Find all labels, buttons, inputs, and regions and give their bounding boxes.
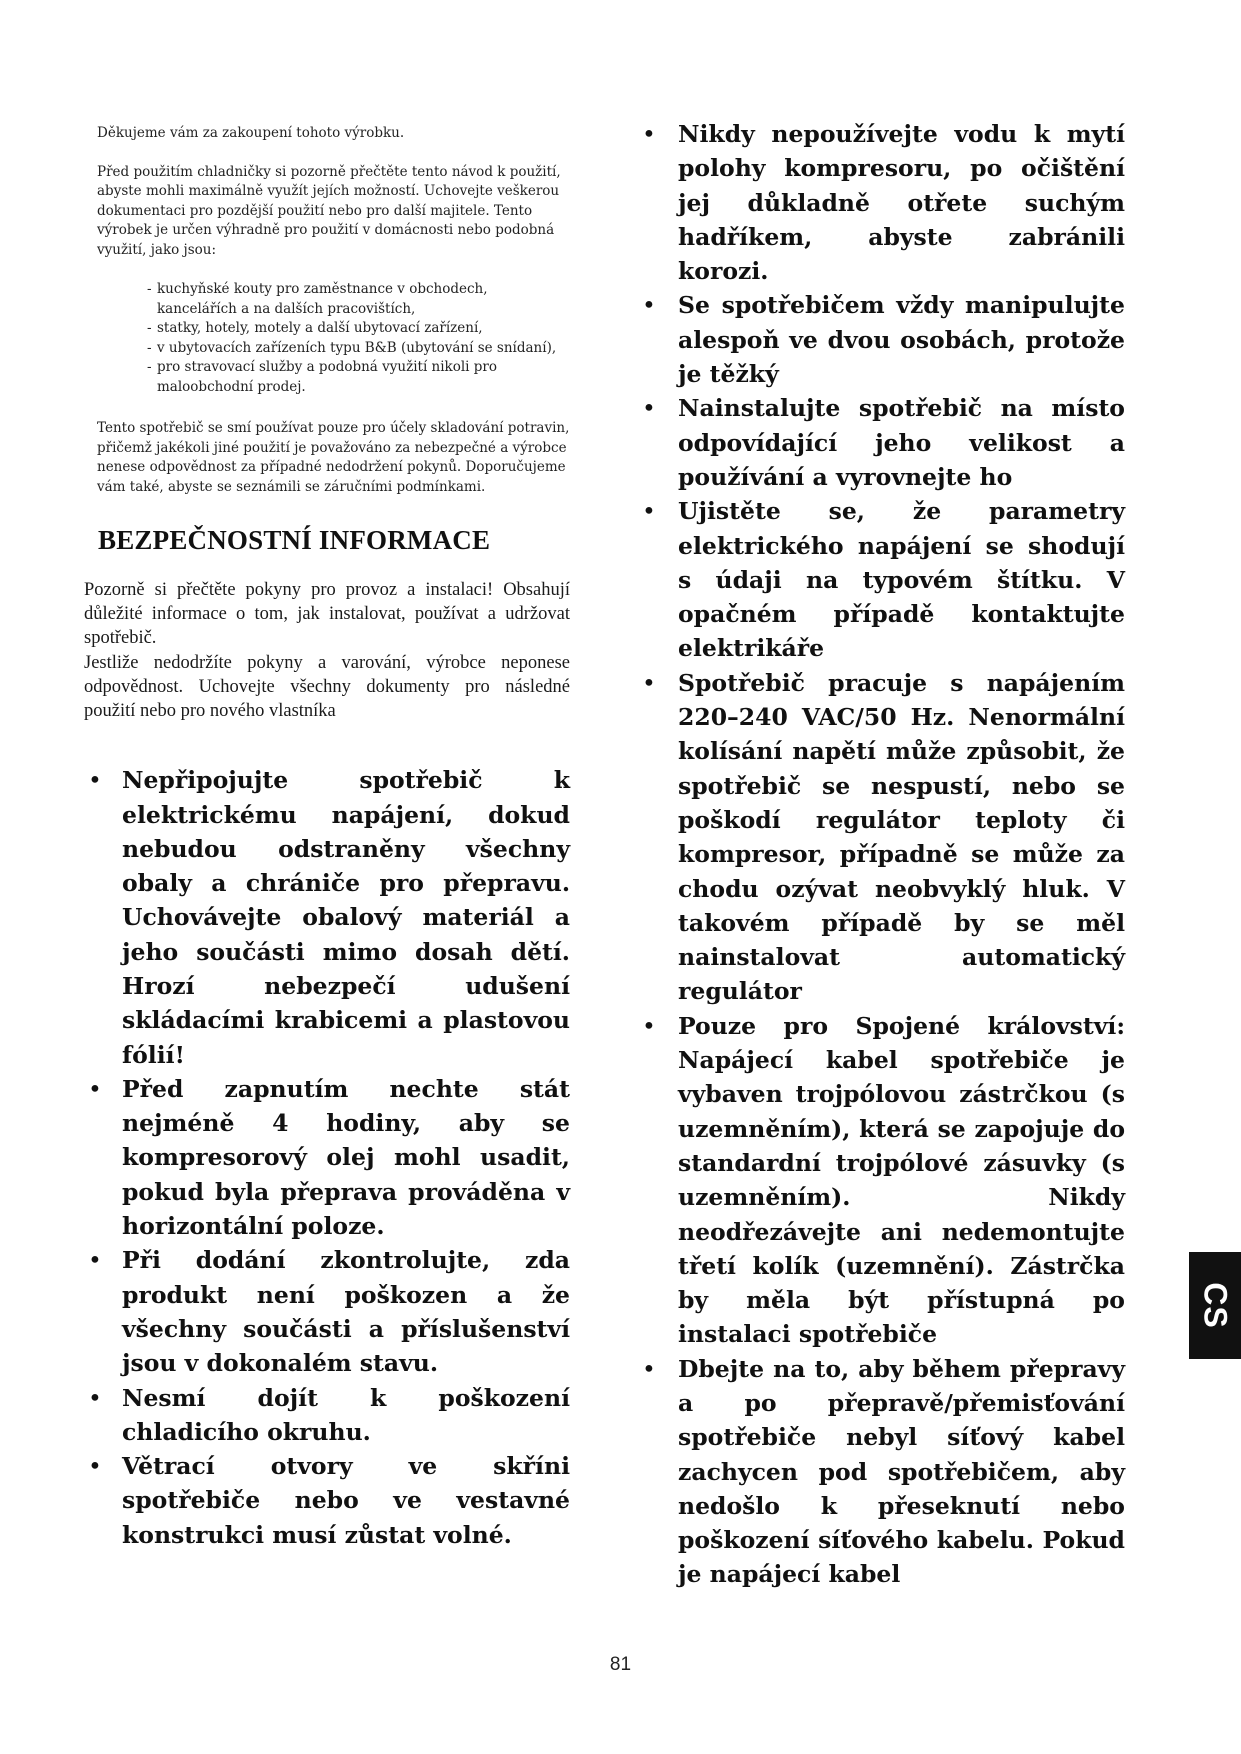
safety-paragraph-2: Jestliže nedodržíte pokyny a varování, výrobce neponese odpovědnost. Uchovejte všechny dokumenty pro následné použití nebo pro nového vlastníka [84, 652, 570, 722]
left-column [84, 124, 570, 1552]
list-item: • Nesmí dojít k poškození chladicího okruhu. [84, 1381, 570, 1450]
list-item: • Větrací otvory ve skříni spotřebiče nebo ve vestavné konstrukci musí zůstat volné. [84, 1449, 570, 1552]
safety-paragraph-1: Pozorně si přečtěte pokyny pro provoz a instalaci! Obsahují důležité informace o tom, jak instalovat, používat a udržovat spotřebič. [84, 580, 570, 649]
list-item: - kuchyňské kouty pro zaměstnance v obchodech, kancelářích a na dalších pracovištích, [147, 280, 570, 319]
list-item: - statky, hotely, motely a další ubytovací zařízení, [147, 319, 570, 339]
language-tab [1189, 1252, 1241, 1359]
list-item: • Před zapnutím nechte stát nejméně 4 hodiny, aby se kompresorový olej mohl usadit, pokud byla přeprava prováděna v horizontální poloze. [84, 1072, 570, 1243]
safety-heading: BEZPEČNOSTNÍ INFORMACE [98, 525, 491, 555]
language-tab-label: CS [1197, 1282, 1234, 1329]
right-column [638, 117, 1125, 1592]
list-item: • Ujistěte se, že parametry elektrického napájení se shodují s údaji na typovém štítku. V opačném případě kontaktujte elektrikáře [638, 494, 1125, 665]
list-item: • Nainstalujte spotřebič na místo odpovídající jeho velikost a používání a vyrovnejte ho [638, 391, 1125, 494]
list-item: • Spotřebič pracuje s napájením 220–240 VAC/50 Hz. Nenormální kolísání napětí může způsobit, že spotřebič se nespustí, nebo se poškodí regulátor teploty či kompresor, případně se může za chodu ozývat neobvyklý hluk. V takovém případě by se měl nainstalovat automatický regulátor [638, 666, 1125, 1009]
list-item: - pro stravovací služby a podobná využití nikoli pro maloobchodní prodej. [147, 358, 570, 397]
list-item: • Při dodání zkontrolujte, zda produkt není poškozen a že všechny součásti a příslušenství jsou v dokonalém stavu. [84, 1243, 570, 1380]
list-item: • Pouze pro Spojené království: Napájecí kabel spotřebiče je vybaven trojpólovou zástrčkou (s uzemněním), která se zapojuje do standardní trojpólové zásuvky (s uzemněním). Nikdy neodřezávejte ani nedemontujte třetí kolík (uzemnění). Zástrčka by měla být přístupná po instalaci spotřebiče [638, 1009, 1125, 1352]
list-item: • Nepřipojujte spotřebič k elektrickému napájení, dokud nebudou odstraněny všechny obaly a chrániče pro přepravu. Uchovávejte obalový materiál a jeho součásti mimo dosah dětí. Hrozí nebezpečí udušení skládacími krabicemi a plastovou fólií! [84, 763, 570, 1072]
page-number: 81 [609, 1654, 632, 1675]
intro-paragraph: Před použitím chladničky si pozorně přečtěte tento návod k použití, abyste mohli maximálně využít jejích možností. Uchovejte veškerou dokumentaci pro pozdější použití nebo pro další majitele. Tento výrobek je určen výhradně pro použití v domácnosti nebo podobná využití, jako jsou: [97, 163, 561, 258]
list-item: • Nikdy nepoužívejte vodu k mytí polohy kompresoru, po očištění jej důkladně otřete suchým hadříkem, abyste zabránili korozi. [638, 117, 1125, 288]
storage-note: Tento spotřebič se smí používat pouze pro účely skladování potravin, přičemž jakékoli jiné použití je považováno za nebezpečné a výrobce nenese odpovědnost za případné nedodržení pokynů. Doporučujeme vám také, abyste se seznámili se záručními podmínkami. [97, 420, 570, 495]
list-item: • Se spotřebičem vždy manipulujte alespoň ve dvou osobách, protože je těžký [638, 288, 1125, 391]
list-item: • Dbejte na to, aby během přepravy a po přepravě/přemisťování spotřebiče nebyl síťový kabel zachycen pod spotřebičem, aby nedošlo k přeseknutí nebo poškození síťového kabelu. Pokud je napájecí kabel [638, 1352, 1125, 1592]
list-item: - v ubytovacích zařízeních typu B&B (ubytování se snídaní), [147, 339, 570, 359]
safety-bullets-left [84, 763, 570, 1552]
intended-uses-list [147, 280, 570, 397]
safety-bullets-right [638, 117, 1125, 1592]
intro-thanks: Děkujeme vám za zakoupení tohoto výrobku. [97, 125, 405, 141]
